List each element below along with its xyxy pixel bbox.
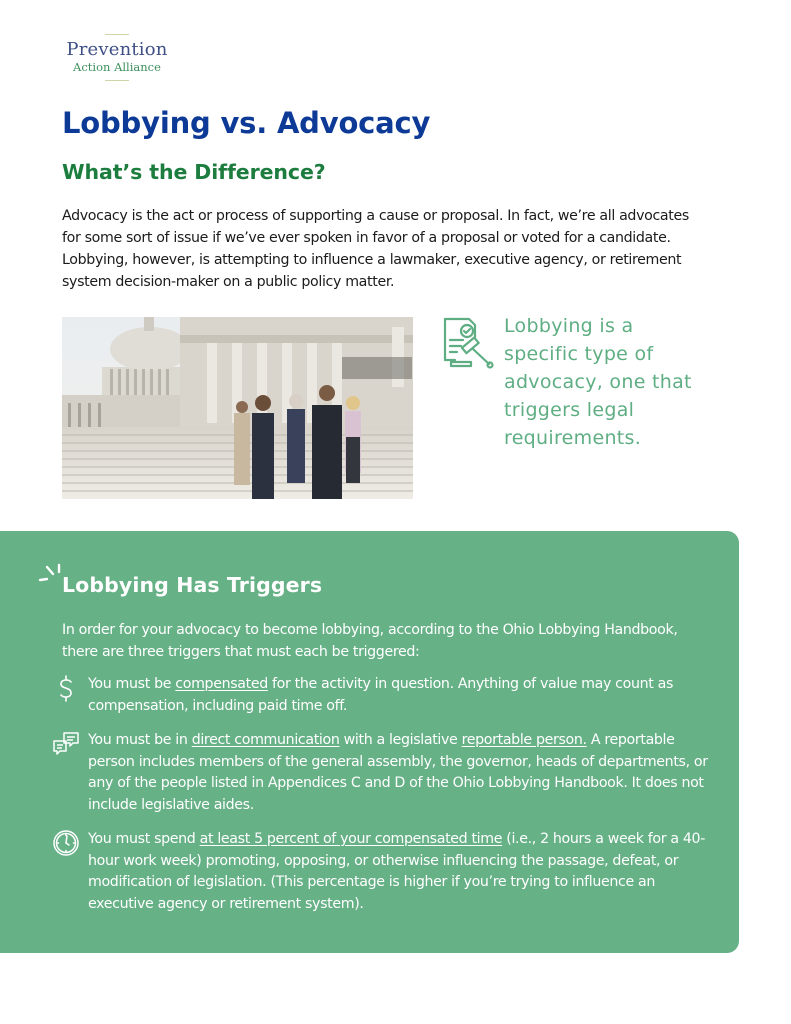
trigger-3-pre: You must spend — [88, 831, 200, 847]
logo-name: Prevention — [66, 39, 168, 60]
term-direct-communication: direct communication — [191, 732, 340, 748]
trigger-item-communication — [52, 730, 722, 816]
trigger-2-mid: with a legislative — [339, 732, 462, 748]
logo-top-rule — [105, 34, 129, 35]
chat-bubbles-icon — [52, 730, 80, 758]
trigger-3-post: (i.e., 2 hours a week for a 40-hour work week) promoting, opposing, or otherwise influencing the passage, defeat, or modification of legislation. (This percentage is higher if you’re trying to influence an executive agency or retirement system). — [88, 831, 705, 912]
dollar-icon — [52, 674, 80, 702]
intro-paragraph: Advocacy is the act or process of supporting a cause or proposal. In fact, we’re all advocates for some sort of issue if we’ve ever spoken in favor of a proposal or voted for a candidate. Lobbying, however, is attempting to influence a lawmaker, executive agency, or retirement system decision-maker on a public policy matter. — [62, 208, 689, 290]
triggers-panel — [0, 531, 739, 953]
trigger-1-pre: You must be — [88, 676, 176, 692]
term-compensated: compensated — [175, 676, 268, 692]
trigger-item-compensation — [52, 674, 722, 717]
trigger-2-post: A reportable person includes members of the general assembly, the governor, heads of departments, or any of the people listed in Appendices C and D of the Ohio Lobbying Handbook. It does not include legislative aides. — [88, 732, 708, 813]
legal-document-gavel-icon — [441, 316, 497, 370]
trigger-1-post: for the activity in question. Anything of value may count as compensation, including paid time off. — [88, 676, 673, 714]
panel-intro: In order for your advocacy to become lobbying, according to the Ohio Lobbying Handbook, there are three triggers that must each be triggered: — [62, 622, 678, 660]
page-subtitle: What’s the Difference? — [62, 160, 326, 184]
logo-subtitle: Action Alliance — [73, 60, 161, 74]
panel-title: Lobbying Has Triggers — [62, 573, 323, 597]
trigger-2-pre: You must be in — [88, 732, 192, 748]
clock-icon — [52, 829, 80, 857]
logo — [58, 34, 176, 81]
logo-bottom-rule — [105, 80, 129, 81]
callout-text: Lobbying is a specific type of advocacy, one that triggers legal requirements. — [504, 315, 692, 449]
term-five-percent: at least 5 percent of your compensated time — [199, 831, 503, 847]
term-reportable-person: reportable person. — [461, 732, 587, 748]
trigger-item-time — [52, 829, 722, 915]
page-title: Lobbying vs. Advocacy — [62, 106, 431, 140]
capitol-steps-photo — [62, 317, 413, 499]
